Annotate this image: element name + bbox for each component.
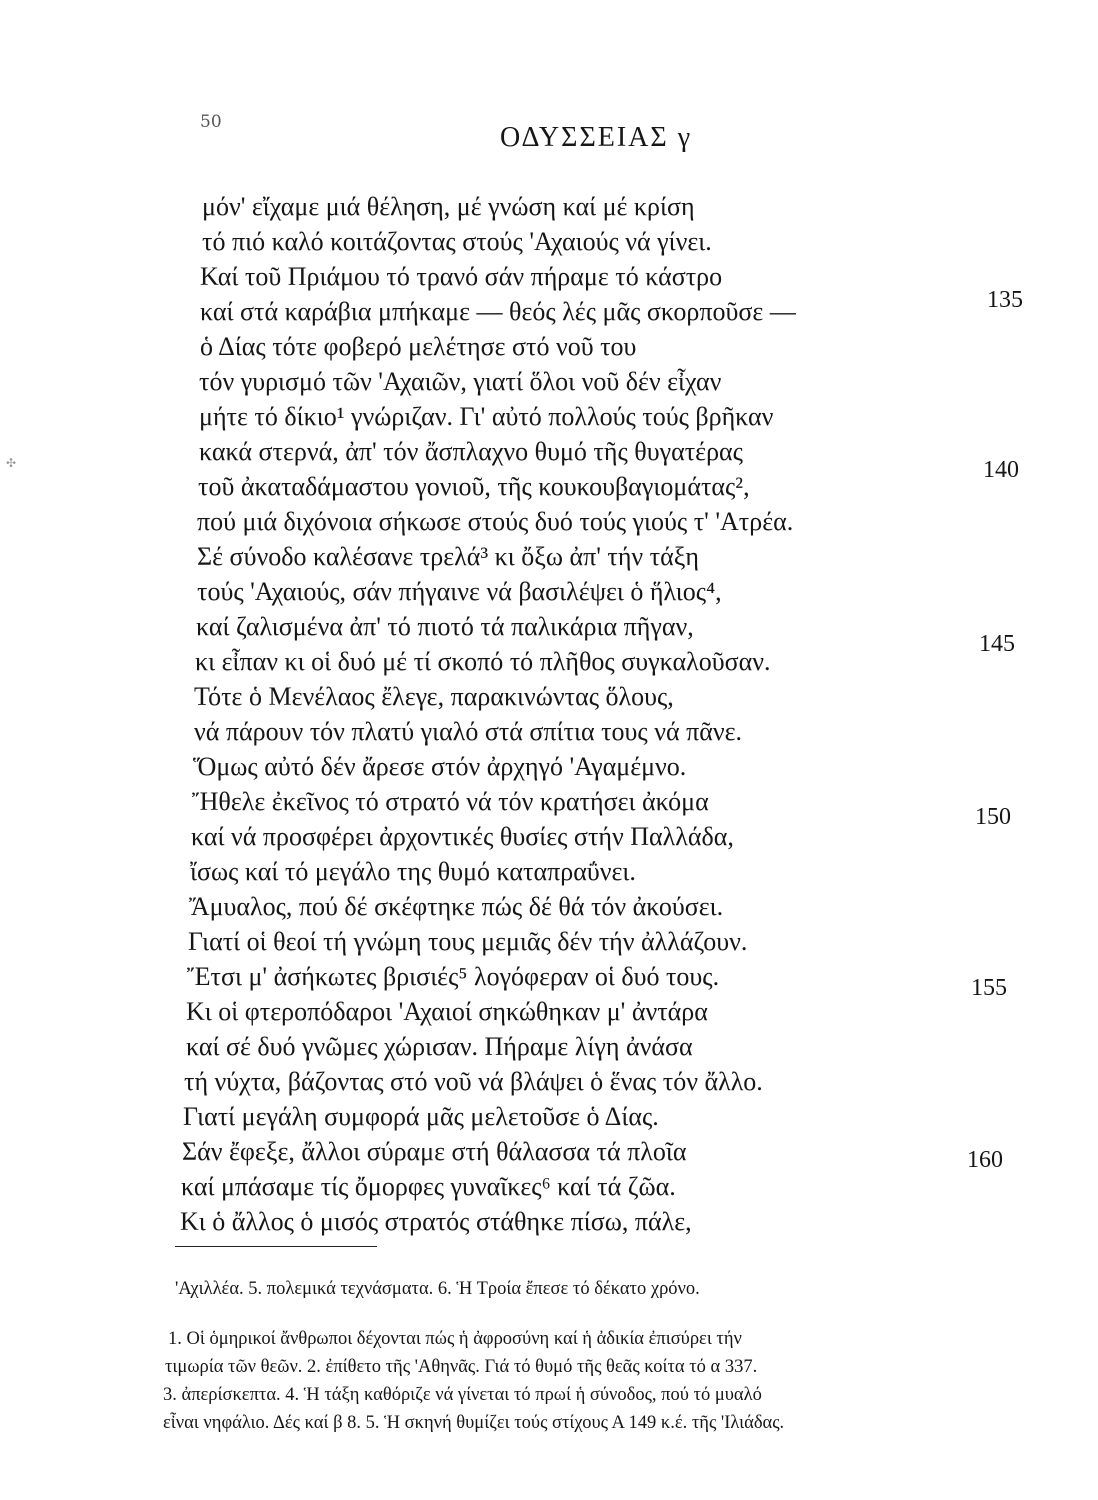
verse-line: Κι οἱ φτεροπόδαροι 'Αχαιοί σηκώθηκαν μ' ἀντάρα <box>186 997 708 1026</box>
footnote-line: 1. Οἱ ὁμηρικοί ἄνθρωποι δέχονται πώς ἡ ἀφροσύνη καί ἡ ἀδικία ἐπισύρει τήν <box>168 1329 742 1349</box>
footnote-rule <box>175 1246 377 1247</box>
running-head: ΟΔΥΣΣΕΙΑΣ γ <box>500 122 693 153</box>
page-number: 50 <box>200 112 222 132</box>
verse-line: καί μπάσαμε τίς ὄμορφες γυναῖκες⁶ καί τά ζῶα. <box>181 1172 676 1201</box>
verse-line: κακά στερνά, ἀπ' τόν ἄσπλαχνο θυμό τῆς θυγατέρας <box>199 437 743 466</box>
line-number: 145 <box>979 631 1015 657</box>
line-number: 155 <box>971 975 1007 1001</box>
verse-line: ὁ Δίας τότε φοβερό μελέτησε στό νοῦ του <box>200 332 637 361</box>
verse-line: κι εἶπαν κι οἱ δυό μέ τί σκοπό τό πλῆθος συγκαλοῦσαν. <box>195 647 771 676</box>
verse-line: τή νύχτα, βάζοντας στό νοῦ νά βλάψει ὁ ἕνας τόν ἄλλο. <box>184 1067 763 1096</box>
verse-line: τόν γυρισμό τῶν 'Αχαιῶν, γιατί ὅλοι νοῦ δέν εἶχαν <box>199 367 722 396</box>
line-number: 160 <box>967 1147 1003 1173</box>
verse-line: μήτε τό δίκιο¹ γνώριζαν. Γι' αὐτό πολλούς τούς βρῆκαν <box>199 402 774 431</box>
verse-line: νά πάρουν τόν πλατύ γιαλό στά σπίτια τους νά πᾶνε. <box>194 717 743 746</box>
line-number: 135 <box>987 287 1023 313</box>
verse-line: καί στά καράβια μπήκαμε — θεός λές μᾶς σκορποῦσε — <box>200 297 796 326</box>
verse-line: καί σέ δυό γνῶμες χώρισαν. Πήραμε λίγη ἀνάσα <box>186 1032 693 1061</box>
footnote-line: 3. ἀπερίσκεπτα. 4. Ἡ τάξη καθόριζε νά γίνεται τό πρωί ἡ σύνοδος, πού τό μυαλό <box>163 1385 762 1405</box>
verse-line: Καί τοῦ Πριάμου τό τρανό σάν πήραμε τό κάστρο <box>200 262 723 291</box>
verse-line: τό πιό καλό κοιτάζοντας στούς 'Αχαιούς νά γίνει. <box>202 227 712 256</box>
footnote-line: 'Αχιλλέα. 5. πολεμικά τεχνάσματα. 6. Ἡ Τροία ἔπεσε τό δέκατο χρόνο. <box>175 1279 700 1299</box>
verse-line: Ἔτσι μ' ἀσήκωτες βρισιές⁵ λογόφεραν οἱ δυό τους. <box>187 962 720 991</box>
verse-line: ἴσως καί τό μεγάλο της θυμό καταπραΰνει. <box>190 857 636 886</box>
verse-line: Ἤθελε ἐκεῖνος τό στρατό νά τόν κρατήσει ἀκόμα <box>192 787 709 816</box>
verse-line: Σέ σύνοδο καλέσανε τρελά³ κι ὄξω ἀπ' τήν τάξη <box>197 542 699 571</box>
verse-line: τοῦ ἀκαταδάμαστου γονιοῦ, τῆς κουκουβαγιομάτας², <box>198 472 750 501</box>
footnote-line: εἶναι νηφάλιο. Δές καί β 8. 5. Ἡ σκηνή θυμίζει τούς στίχους Α 149 κ.έ. τῆς 'Ιλιάδας. <box>163 1413 785 1433</box>
verse-line: Κι ὁ ἄλλος ὁ μισός στρατός στάθηκε πίσω, πάλε, <box>180 1207 692 1236</box>
verse-line: Ὅμως αὐτό δέν ἄρεσε στόν ἀρχηγό 'Αγαμέμνο. <box>193 752 687 781</box>
verse-line: τούς 'Αχαιούς, σάν πήγαινε νά βασιλέψει ὁ ἥλιος⁴, <box>197 577 722 606</box>
stray-margin-mark: ✣ <box>6 456 17 470</box>
verse-line: καί ζαλισμένα ἀπ' τό πιοτό τά παλικάρια πῆγαν, <box>196 612 694 641</box>
verse-line: Γιατί μεγάλη συμφορά μᾶς μελετοῦσε ὁ Δίας. <box>183 1102 659 1131</box>
verse-line: Γιατί οἱ θεοί τή γνώμη τους μεμιᾶς δέν τήν ἀλλάζουν. <box>188 927 748 956</box>
verse-line: Ἄμυαλος, πού δέ σκέφτηκε πώς δέ θά τόν ἀκούσει. <box>189 892 724 921</box>
verse-line: πού μιά διχόνοια σήκωσε στούς δυό τούς γιούς τ' 'Ατρέα. <box>197 507 794 536</box>
verse-line: μόν' εἴχαμε μιά θέληση, μέ γνώση καί μέ κρίση <box>202 192 695 221</box>
verse-line: Σάν ἔφεξε, ἄλλοι σύραμε στή θάλασσα τά πλοῖα <box>182 1137 687 1166</box>
line-number: 150 <box>975 804 1011 830</box>
verse-line: καί νά προσφέρει ἀρχοντικές θυσίες στήν Παλλάδα, <box>191 822 734 851</box>
line-number: 140 <box>983 457 1019 483</box>
footnote-line: τιμωρία τῶν θεῶν. 2. ἐπίθετο τῆς 'Αθηνᾶς. Γιά τό θυμό τῆς θεᾶς κοίτα τό α 337. <box>165 1357 758 1377</box>
verse-line: Τότε ὁ Μενέλαος ἔλεγε, παρακινώντας ὅλους, <box>194 682 674 711</box>
